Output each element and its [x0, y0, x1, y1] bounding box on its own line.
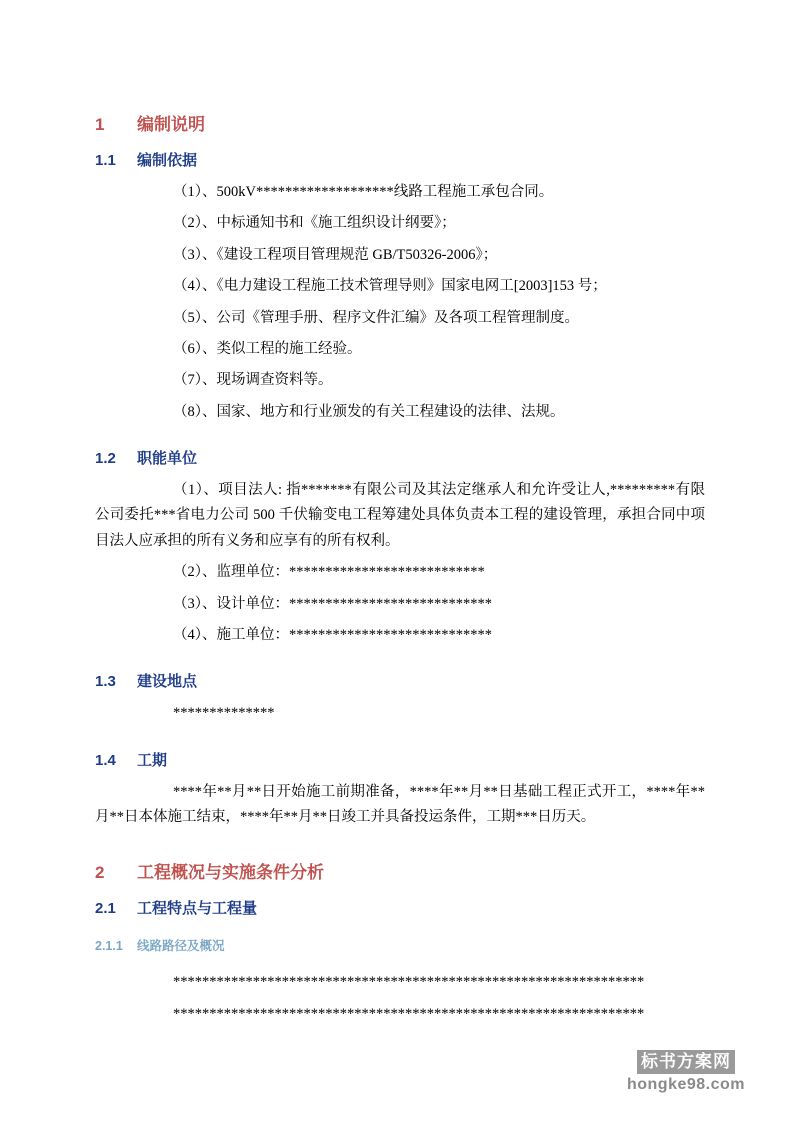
- heading-text: 职能单位: [137, 450, 198, 467]
- heading-number: 1.4: [95, 751, 116, 769]
- heading-text: 编制说明: [137, 115, 205, 134]
- heading-number: 1.3: [95, 673, 116, 691]
- paragraph-site-value: **************: [173, 705, 275, 722]
- watermark-cn-text: 标书方案网: [637, 1050, 735, 1074]
- heading-1-2-functional-units: [95, 447, 705, 468]
- heading-1-compilation-note: [95, 110, 705, 135]
- list-item: （4）、《电力建设工程施工技术管理导则》国家电网工[2003]153 号；: [173, 278, 607, 295]
- heading-2-1-project-features: [95, 897, 705, 918]
- heading-2-project-overview: [95, 858, 705, 883]
- list-item: （8）、国家、地方和行业颁发的有关工程建设的法律、法规。: [173, 403, 565, 420]
- heading-1-1-compilation-basis: [95, 149, 705, 170]
- list-item: （6）、类似工程的施工经验。: [173, 340, 362, 357]
- heading-text: 编制依据: [137, 152, 198, 169]
- heading-number: 2: [95, 863, 105, 883]
- heading-text: 工程特点与工程量: [137, 900, 258, 918]
- paragraph-masked-text: *****************************************************************: [173, 1005, 645, 1022]
- heading-text: 建设地点: [137, 673, 198, 691]
- paragraph-masked-text: *****************************************************************: [173, 974, 645, 991]
- watermark: [627, 1050, 745, 1094]
- heading-1-4-duration: [95, 749, 705, 770]
- list-item: （7）、现场调查资料等。: [173, 372, 333, 389]
- heading-number: 2.1.1: [95, 939, 123, 954]
- list-item: （2）、监理单位：***************************: [173, 564, 485, 581]
- heading-number: 1.2: [95, 450, 116, 467]
- heading-text: 工期: [137, 751, 168, 769]
- list-item: （1）、500kV*******************线路工程施工承包合同。: [173, 184, 554, 200]
- paragraph-project-legal-person: （1）、项目法人: 指*******有限公司及其法定继承人和允许受让人,*********有限公司委托***省电力公司 500 千伏输变电工程筹建处具体负责本工程的建设管理，承担合同中项目法人应承担的所有义务和应享有的所有权利。: [95, 482, 705, 549]
- heading-1-3-construction-site: [95, 670, 705, 691]
- heading-text: 线路路径及概况: [137, 939, 225, 954]
- heading-number: 2.1: [95, 900, 116, 918]
- heading-number: 1: [95, 115, 105, 134]
- watermark-en-text: hongke98.com: [626, 1075, 745, 1093]
- list-item: （3）、设计单位：****************************: [173, 595, 492, 612]
- heading-text: 工程概况与实施条件分析: [137, 863, 324, 883]
- heading-number: 1.1: [95, 152, 116, 169]
- document-content: [95, 110, 705, 1033]
- heading-2-1-1-line-route: [95, 936, 705, 954]
- list-item: （3）、《建设工程项目管理规范 GB/T50326-2006》；: [173, 246, 498, 263]
- list-item: （5）、公司《管理手册、程序文件汇编》及各项工程管理制度。: [173, 309, 579, 326]
- list-item: （4）、施工单位：****************************: [173, 626, 492, 643]
- paragraph-duration-detail: ****年**月**日开始施工前期准备，****年**月**日基础工程正式开工，****年**月**日本体施工结束，****年**月**日竣工并具备投运条件，工期***日历天。: [95, 783, 705, 825]
- list-item: （2）、中标通知书和《施工组织设计纲要》；: [173, 215, 456, 232]
